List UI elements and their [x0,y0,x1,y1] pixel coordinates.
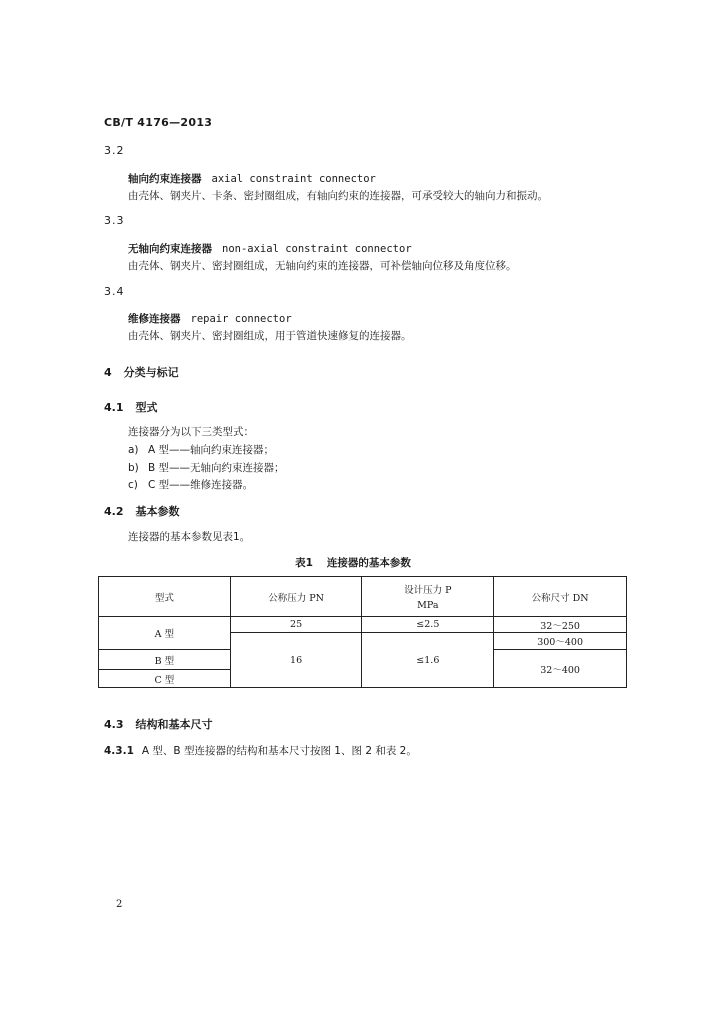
list-item-a [128,442,274,457]
term-en: non-axial constraint connector [222,243,412,255]
clause-number-3-2: 3.2 [104,144,125,157]
cell-bc-pn: 16 [230,633,362,688]
connector-parameters-table [98,576,627,688]
page-number: 2 [116,899,123,910]
section-number: 4.2 [104,505,124,518]
document-header: CB/T 4176—2013 [104,116,213,129]
term-cn: 维修连接器 [128,313,181,325]
header-dn: 公称尺寸 DN [494,577,627,617]
term-en: axial constraint connector [211,173,376,185]
list-text: C 型——维修连接器。 [148,479,254,491]
params-reference: 连接器的基本参数见表1。 [128,531,251,543]
clause-text: A 型、B 型连接器的结构和基本尺寸按图 1、图 2 和表 2。 [141,745,417,757]
header-type: 型式 [99,577,231,617]
cell-a-dn2: 300～400 [494,633,627,650]
cell-a-pn: 25 [230,617,362,633]
clause-number: 4.3.1 [104,745,134,757]
list-marker: c) [128,479,138,491]
list-item-b [128,460,285,475]
term-cn: 无轴向约束连接器 [128,243,212,255]
cell-b-type: B 型 [99,650,231,670]
cell-c-type: C 型 [99,670,231,688]
term-en: repair connector [190,313,292,325]
section-4-heading [104,364,179,380]
clause-number-3-3: 3.3 [104,214,125,227]
definition-3-2: 由壳体、钢夹片、卡条、密封圈组成，有轴向约束的连接器，可承受较大的轴向力和振动。 [128,190,548,202]
section-title: 基本参数 [135,505,180,518]
header-pn: 公称压力 PN [230,577,362,617]
definition-3-3: 由壳体、钢夹片、密封圈组成，无轴向约束的连接器，可补偿轴向位移及角度位移。 [128,260,517,272]
section-title: 分类与标记 [123,366,179,379]
section-4-3-heading [104,716,213,732]
header-p-line1: 设计压力 P [404,585,452,596]
list-marker: b) [128,462,139,474]
section-number: 4.3 [104,718,124,731]
section-4-1-heading [104,399,158,415]
header-design-pressure [362,577,494,617]
header-p-line2: MPa [417,600,439,611]
list-marker: a) [128,444,139,456]
cell-a-dn1: 32～250 [494,617,627,633]
term-axial-constraint-connector [128,171,376,186]
cell-a-p: ≤2.5 [362,617,494,633]
term-cn: 轴向约束连接器 [128,173,202,185]
term-repair-connector [128,311,292,326]
table-title: 连接器的基本参数 [326,557,411,569]
cell-a-type: A 型 [99,617,231,650]
clause-number-3-4: 3.4 [104,285,125,298]
list-text: B 型——无轴向约束连接器； [148,462,285,474]
definition-3-4: 由壳体、钢夹片、密封圈组成，用于管道快速修复的连接器。 [128,330,412,342]
section-4-2-heading [104,503,180,519]
list-text: A 型——轴向约束连接器； [148,444,275,456]
section-number: 4.1 [104,401,124,414]
table-caption [0,555,706,570]
section-number: 4 [104,366,112,379]
clause-4-3-1 [104,743,417,758]
section-title: 型式 [135,401,158,414]
cell-bc-dn: 32～400 [494,650,627,688]
table-label: 表1 [295,557,313,569]
types-intro: 连接器分为以下三类型式： [128,426,254,438]
section-title: 结构和基本尺寸 [135,718,213,731]
cell-bc-p: ≤1.6 [362,633,494,688]
term-non-axial-constraint-connector [128,241,412,256]
list-item-c [128,477,253,492]
